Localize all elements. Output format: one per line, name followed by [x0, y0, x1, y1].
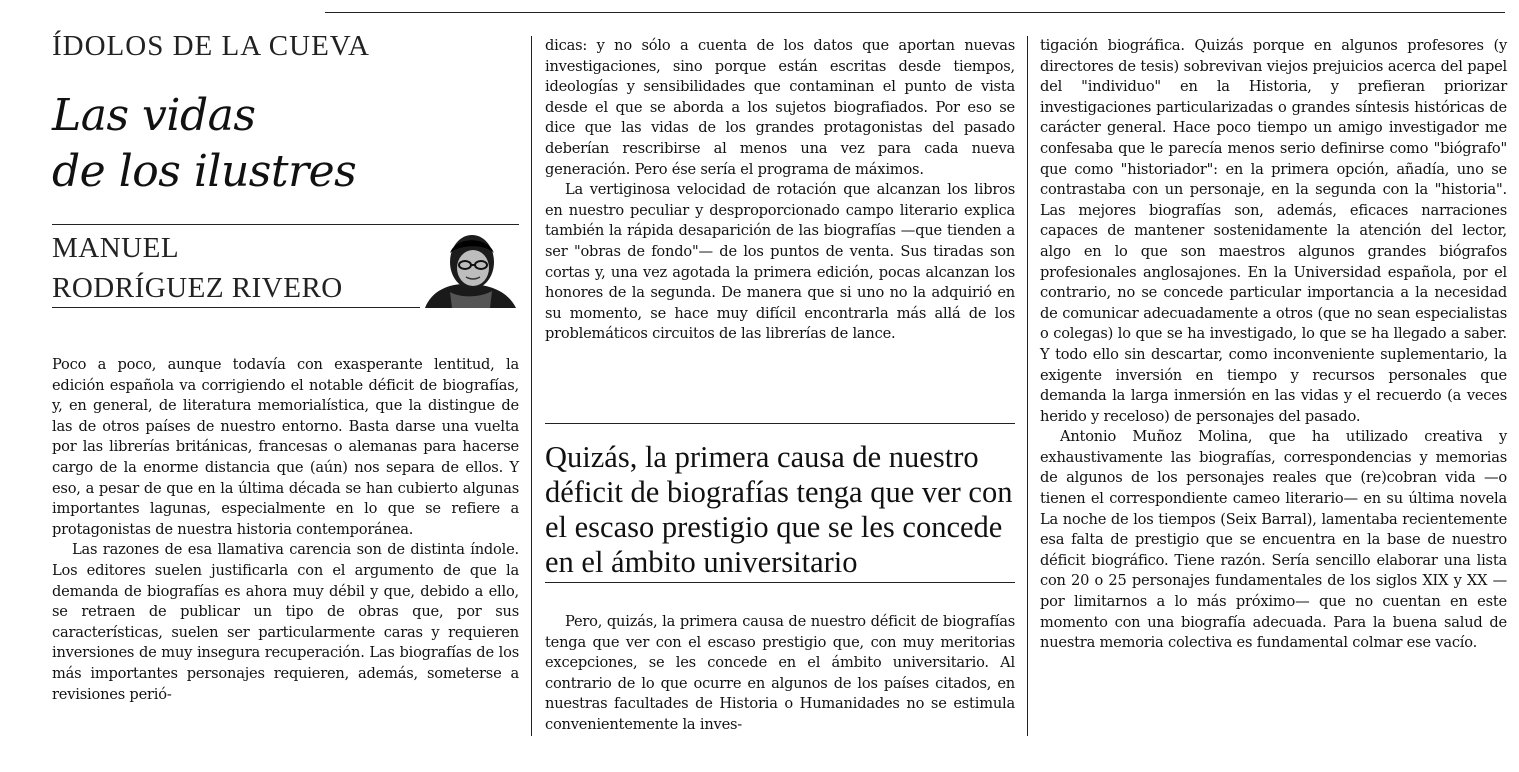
headline-line-1: Las vidas: [52, 90, 256, 141]
paragraph: Pero, quizás, la primera causa de nuestro déficit de biografías tenga que ver con el escaso prestigio que, con muy meritorias excepciones, se les concede en el ámbito universitario. Al contrario de lo que ocurre en algunos de los países citados, en nuestras facultades de Historia o Humanidades no se estimula convenientemente la inves-: [545, 613, 1015, 733]
section-label: ÍDOLOS DE LA CUEVA: [52, 30, 370, 62]
headline-line-2: de los ilustres: [52, 146, 357, 197]
paragraph: Poco a poco, aunque todavía con exasperante lentitud, la edición española va corrigiendo el notable déficit de biografías, y, en general, de literatura memorialística, que la distingue de las de otros países de nuestro entorno. Basta darse una vuelta por las librerías británicas, francesas o alemanas para hacerse cargo de la enorme distancia que (aún) nos separa de ellos. Y eso, a pesar de que en la última década se han cubierto algunas importantes lagunas, especialmente en lo que se refiere a protagonistas de nuestra historia contemporánea.: [52, 356, 519, 538]
article-column-1: [52, 355, 519, 705]
paragraph: La vertiginosa velocidad de rotación que alcanzan los libros en nuestro peculiar y desproporcionado campo literario explica también la rápida desaparición de las biografías —que tienden a ser "obras de fondo"— de los puntos de venta. Sus tiradas son cortas y, una vez agotada la primera edición, pocas alcanzan los honores de la segunda. De manera que si uno no la adquirió en su momento, se hace muy difícil encontrarla más allá de los problemáticos circuitos de las librerías de lance.: [545, 181, 1015, 343]
paragraph: dicas: y no sólo a cuenta de los datos que aportan nuevas investigaciones, sino porque están escritas desde tiempos, ideologías y sensibilidades que contaminan el punto de vista desde el que se aborda a los sujetos biografiados. Por eso se dice que las vidas de los grandes protagonistas del pasado deberían rescribirse al menos una vez para cada nueva generación. Pero ése sería el programa de máximos.: [545, 37, 1015, 178]
pull-quote: Quizás, la primera causa de nuestro déficit de biografías tenga que ver con el escaso prestigio que se les concede en el ámbito universitario: [545, 440, 1013, 579]
pull-quote-top-rule: [545, 423, 1015, 424]
top-rule: [325, 12, 1505, 13]
author-top-rule: [52, 224, 519, 225]
column-divider-2: [1027, 36, 1028, 736]
article-column-2-top: [545, 36, 1015, 345]
author-photo: [420, 228, 520, 308]
author-first-name: MANUEL: [52, 232, 180, 264]
headline: [52, 88, 356, 200]
author-portrait-illustration: [420, 228, 520, 308]
article-column-2-bottom: [545, 612, 1015, 736]
pull-quote-bottom-rule: [545, 582, 1015, 583]
paragraph: tigación biográfica. Quizás porque en algunos profesores (y directores de tesis) sobrevivan viejos prejuicios acerca del papel del "individuo" en la Historia, y prefieran priorizar investigaciones particularizadas o grandes síntesis históricas de carácter general. Hace poco tiempo un amigo investigador me confesaba que le parecía menos serio definirse como "biógrafo" que como "historiador": en la primera opción, añadía, uno se contrastaba con un personaje, en la segunda con la "historia". Las mejores biografías son, además, eficaces narraciones capaces de mantener sostenidamente la atención del lector, algo en lo que son maestros algunos grandes biógrafos profesionales anglosajones. En la Universidad española, por el contrario, no se concede particular importancia a la necesidad de comunicar adecuadamente a otros (que no sean especialistas o colegas) lo que se ha investigado, lo que se ha llegado a saber. Y todo ello sin descartar, como inconveniente suplementario, la exigente inversión en tiempo y recursos personales que demanda la larga inmersión en las vidas y el recuerdo (a veces herido y receloso) de personajes del pasado.: [1040, 37, 1507, 425]
author-byline: [52, 228, 343, 308]
paragraph: Las razones de esa llamativa carencia son de distinta índole. Los editores suelen justificarla con el argumento de que la demanda de biografías es ahora muy débil y que, debido a ello, se retraen de publicar un tipo de obras que, por sus características, suelen ser particularmente caras y requieren inversiones de muy insegura recuperación. Las biografías de los más importantes personajes requieren, además, someterse a revisiones perió-: [52, 541, 519, 703]
article-column-3: [1040, 36, 1507, 654]
column-divider-1: [531, 36, 532, 736]
author-last-name: RODRÍGUEZ RIVERO: [52, 272, 343, 304]
paragraph: Antonio Muñoz Molina, que ha utilizado creativa y exhaustivamente las biografías, correspondencias y memorias de algunos de los personajes reales que (re)cobran vida —o tienen el correspondiente cameo literario— en su última novela La noche de los tiempos (Seix Barral), lamentaba recientemente esa falta de prestigio que se encuentra en la base de nuestro déficit biográfico. Tiene razón. Sería sencillo elaborar una lista con 20 o 25 personajes fundamentales de los siglos XIX y XX —por limitarnos a lo más próximo— que no cuentan en este momento con una biografía adecuada. Para la buena salud de nuestra memoria colectiva es fundamental colmar ese vacío.: [1040, 428, 1507, 652]
